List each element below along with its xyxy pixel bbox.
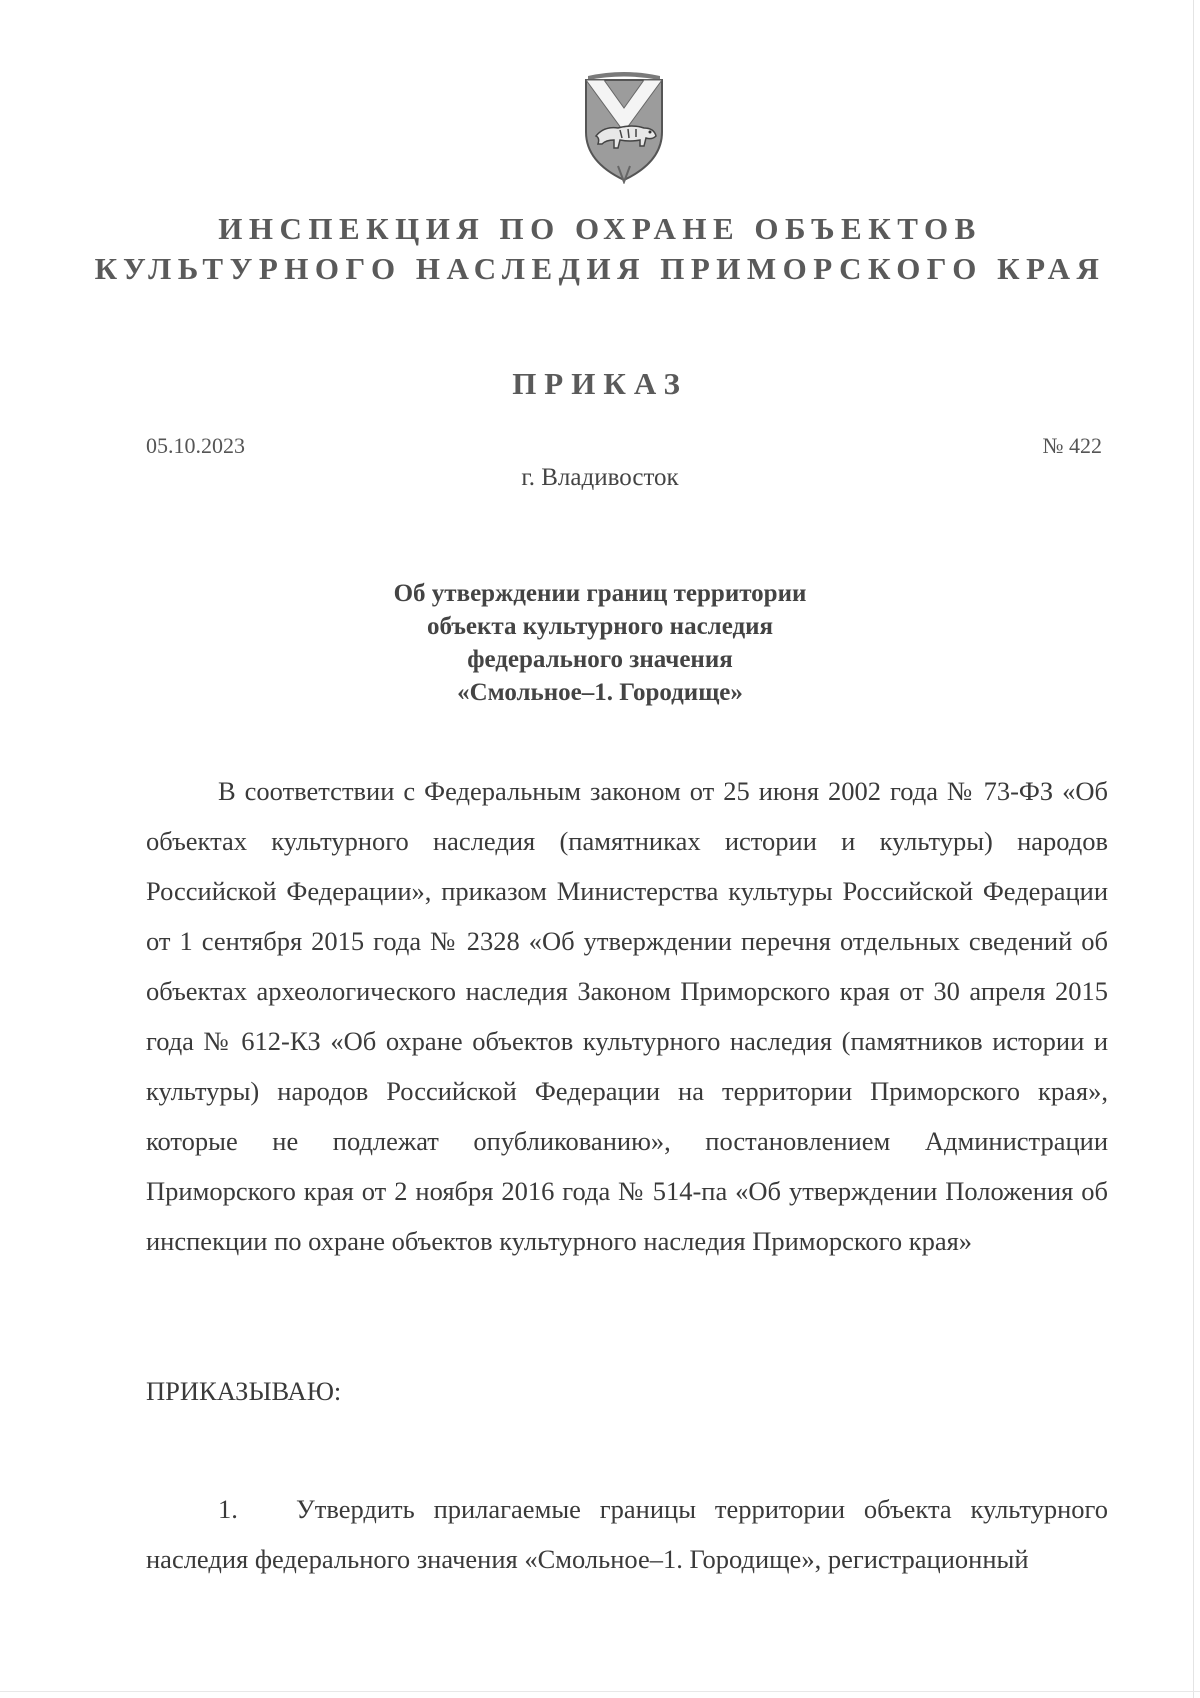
subject-line: Об утверждении границ территории xyxy=(393,580,807,607)
order-date: 05.10.2023 xyxy=(146,433,245,458)
order-number: № 422 xyxy=(1042,433,1102,458)
organization-name-line2: КУЛЬТУРНОГО НАСЛЕДИЯ ПРИМОРСКОГО КРАЯ xyxy=(94,251,1106,286)
organization-name-line1: ИНСПЕКЦИЯ ПО ОХРАНЕ ОБЪЕКТОВ xyxy=(218,211,982,246)
order-item-number: 1. xyxy=(218,1494,238,1524)
order-item-text: Утвердить прилагаемые границы территории объекта культурного наследия федерального значения «Смольное–1. Городище», регистрационный xyxy=(146,1494,1108,1574)
order-title: ПРИКАЗ xyxy=(512,366,688,401)
order-city: г. Владивосток xyxy=(521,464,679,491)
order-subject xyxy=(0,577,1200,709)
order-command: ПРИКАЗЫВАЮ: xyxy=(146,1376,342,1406)
order-item xyxy=(146,1484,1108,1584)
preamble-paragraph: В соответствии с Федеральным законом от 25 июня 2002 года № 73-ФЗ «Об объектах культурного наследия (памятниках истории и культуры) народов Российской Федерации», приказом Министерства культуры Российской Федерации от 1 сентября 2015 года № 2328 «Об утверждении перечня отдельных сведений об объектах археологического наследия Законом Приморского края от 30 апреля 2015 года № 612-КЗ «Об охране объектов культурного наследия (памятников истории и культуры) народов Российской Федерации на территории Приморского края», которые не подлежат опубликованию», постановлением Администрации Приморского края от 2 ноября 2016 года № 514-па «Об утверждении Положения об инспекции по охране объектов культурного наследия Приморского края» xyxy=(146,776,1108,1256)
subject-line: объекта культурного наследия xyxy=(426,613,774,640)
scan-edge-bottom xyxy=(0,1691,1200,1692)
subject-line: федерального значения xyxy=(467,646,733,673)
subject-line: «Смольное–1. Городище» xyxy=(457,679,743,706)
primorsky-krai-coat-of-arms-icon xyxy=(574,66,674,184)
